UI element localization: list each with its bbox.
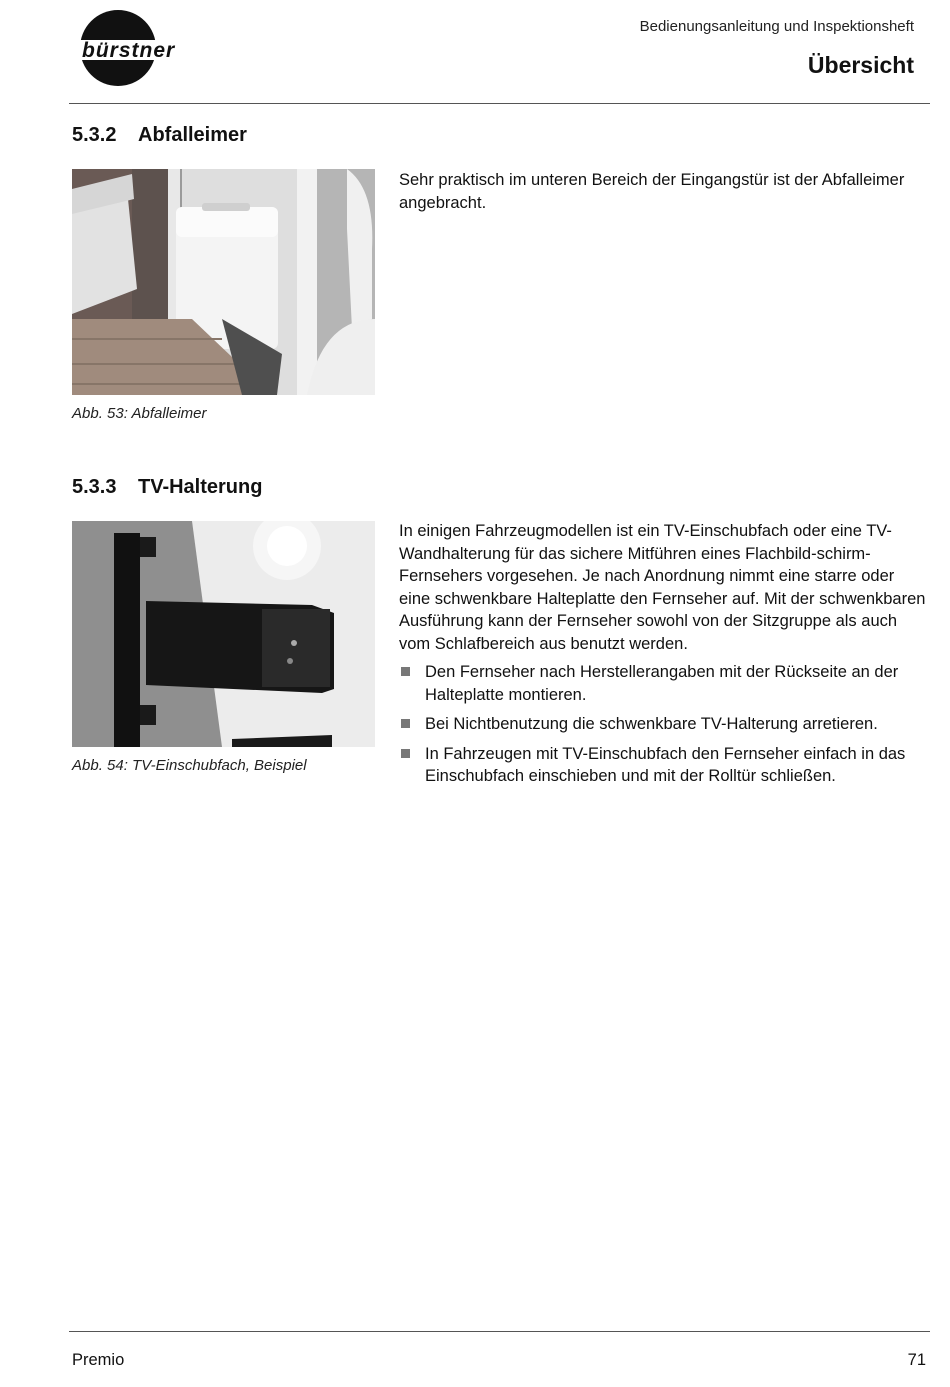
header-divider: [69, 103, 930, 104]
section-body-tv-halterung: [399, 520, 929, 795]
list-item-text: Bei Nichtbenutzung die schwenkbare TV-Halterung arretieren.: [425, 715, 878, 733]
document-subtitle: Bedienungsanleitung und Inspektionsheft: [639, 18, 914, 35]
photo-waste-bin: [72, 169, 375, 395]
list-item: [399, 743, 929, 788]
instruction-list: [399, 661, 929, 788]
list-item-text: Den Fernseher nach Herstellerangaben mit der Rückseite an der Halteplatte montieren.: [425, 663, 899, 704]
paragraph: Sehr praktisch im unteren Bereich der Eingangstür ist der Abfalleimer angebracht.: [399, 171, 905, 212]
footer-model: Premio: [72, 1351, 125, 1369]
square-bullet-icon: [401, 719, 410, 728]
figure-caption-54: Abb. 54: TV-Einschubfach, Beispiel: [72, 757, 307, 774]
section-heading-tv-halterung: [72, 476, 262, 499]
section-heading-abfalleimer: [72, 124, 247, 147]
logo-text: bürstner: [82, 39, 176, 62]
list-item: [399, 713, 929, 736]
section-body-abfalleimer: [399, 169, 929, 214]
section-title: TV-Halterung: [138, 476, 263, 498]
buerstner-logo: [78, 10, 218, 88]
list-item: [399, 661, 929, 706]
paragraph: In einigen Fahrzeugmodellen ist ein TV-Einschubfach oder eine TV-Wandhalterung für das sichere Mitführen eines Flachbild-schirm-Fernsehers vorgesehen. Je nach Anordnung nimmt eine starre oder eine schwenkbare Halteplatte den Fernseher auf. Mit der schwenkbaren Ausführung kann der Fernseher sowohl von der Sitzgruppe als auch vom Schlafbereich aus benutzt werden.: [399, 522, 926, 653]
section-title: Abfalleimer: [138, 124, 247, 146]
figure-caption-53: Abb. 53: Abfalleimer: [72, 405, 207, 422]
photo-tv-mount: [72, 521, 375, 747]
section-number: 5.3.3: [72, 476, 117, 498]
list-item-text: In Fahrzeugen mit TV-Einschubfach den Fernseher einfach in das Einschubfach einschieben und mit der Rolltür schließen.: [425, 744, 906, 785]
square-bullet-icon: [401, 749, 410, 758]
page-number: 71: [907, 1351, 926, 1369]
footer-divider: [69, 1331, 930, 1332]
square-bullet-icon: [401, 667, 410, 676]
page-title: Übersicht: [807, 52, 914, 78]
section-number: 5.3.2: [72, 124, 117, 146]
